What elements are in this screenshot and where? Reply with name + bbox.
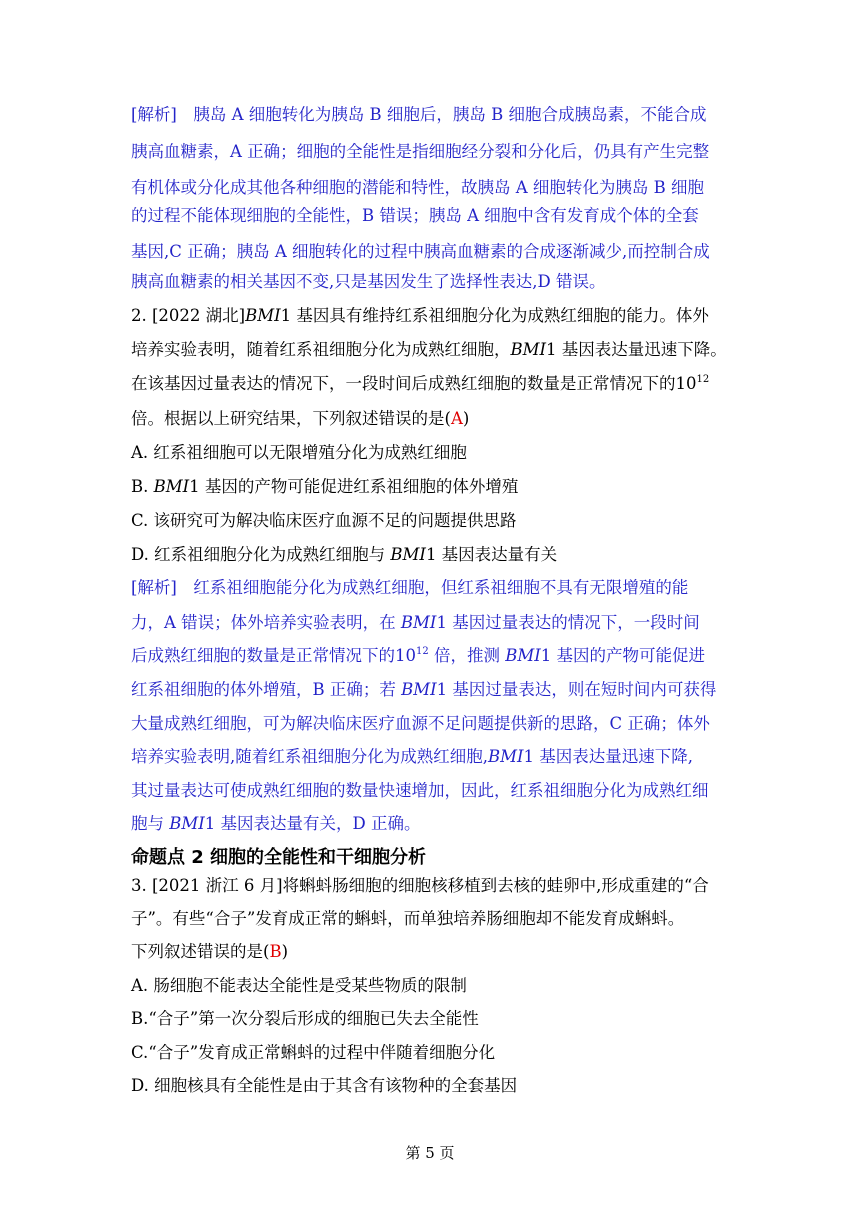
question-2-prefix: 2. [2022 湖北] xyxy=(131,306,246,325)
question-3-option-c: C.“合子”发育成正常蝌蚪的过程中伴随着细胞分化 xyxy=(131,1043,496,1062)
gene-number: 1 xyxy=(436,680,448,699)
analysis-text: 倍，推测 xyxy=(428,646,506,665)
analysis-2-line-6 xyxy=(131,745,731,769)
option-label: B. xyxy=(131,477,154,496)
analysis-text: 基因表达量迅速下降, xyxy=(534,747,694,766)
gene-name: BMI xyxy=(510,340,547,359)
analysis-text: 培养实验表明,随着红系祖细胞分化为成熟红细胞, xyxy=(131,747,488,766)
gene-name: BMI xyxy=(390,545,426,564)
analysis-1-line-3: 有机体或分化成其他各种细胞的潜能和特性，故胰岛 A 细胞转化为胰岛 B 细胞 xyxy=(131,178,705,197)
gene-name: BMI xyxy=(400,613,437,632)
analysis-2-line-2 xyxy=(131,611,731,635)
question-2-text: 倍。根据以上研究结果，下列叙述错误的是( xyxy=(131,409,451,428)
question-2-line-4 xyxy=(131,407,731,431)
question-2-option-b xyxy=(131,475,731,499)
power-base: 10 xyxy=(675,374,697,393)
analysis-2-line-4 xyxy=(131,678,731,702)
power-exponent: 12 xyxy=(416,646,429,657)
analysis-2-line-7: 其过量表达可使成熟红细胞的数量快速增加，因此，红系祖细胞分化为成熟红细 xyxy=(131,781,709,800)
question-2-text: ) xyxy=(462,409,470,428)
gene-number: 1 xyxy=(540,646,552,665)
analysis-1-line-4: 的过程不能体现细胞的全能性，B 错误；胰岛 A 细胞中含有发育成个体的全套 xyxy=(131,206,699,225)
question-3-text: 下列叙述错误的是( xyxy=(131,942,270,961)
analysis-text: 基因过量表达，则在短时间内可获得 xyxy=(447,680,717,699)
gene-number: 1 xyxy=(189,477,200,496)
analysis-2-line-5: 大量成熟红细胞，可为解决临床医疗血源不足问题提供新的思路，C 正确；体外 xyxy=(131,714,710,733)
question-3-line-3 xyxy=(131,940,731,964)
analysis-1-line-1: [解析] 胰岛 A 细胞转化为胰岛 B 细胞后，胰岛 B 细胞合成胰岛素，不能合成 xyxy=(131,105,707,124)
question-3-text: ) xyxy=(281,942,289,961)
analysis-text: 基因过量表达的情况下，一段时间 xyxy=(446,613,700,632)
analysis-1-line-5: 基因,C 正确；胰岛 A 细胞转化的过程中胰高血糖素的合成逐渐减少,而控制合成 xyxy=(131,242,710,261)
option-text: 基因表达量有关 xyxy=(436,545,558,564)
question-2-option-c: C. 该研究可为解决临床医疗血源不足的问题提供思路 xyxy=(131,511,517,530)
question-2-line-1 xyxy=(131,304,731,328)
question-2-text: 基因具有维持红系祖细胞分化为成熟红细胞的能力。体外 xyxy=(291,306,709,325)
gene-number: 1 xyxy=(204,814,216,833)
question-2-line-3 xyxy=(131,372,731,396)
gene-number: 1 xyxy=(523,747,535,766)
question-2-text: 培养实验表明，随着红系祖细胞分化为成熟红细胞， xyxy=(131,340,511,359)
analysis-text: 基因表达量有关，D 正确。 xyxy=(215,814,421,833)
analysis-text: 基因的产物可能促进 xyxy=(551,646,706,665)
question-2-line-2 xyxy=(131,338,731,362)
analysis-2-line-3 xyxy=(131,644,731,668)
analysis-1-line-6: 胰高血糖素的相关基因不变,只是基因发生了选择性表达,D 错误。 xyxy=(131,272,606,291)
gene-name: BMI xyxy=(245,306,281,325)
question-3-option-a: A. 肠细胞不能表达全能性是受某些物质的限制 xyxy=(131,976,467,995)
question-3-option-d: D. 细胞核具有全能性是由于其含有该物种的全套基因 xyxy=(131,1076,518,1095)
analysis-1-line-2: 胰高血糖素，A 正确；细胞的全能性是指细胞经分裂和分化后，仍具有产生完整 xyxy=(131,142,710,161)
question-2-text: 在该基因过量表达的情况下，一段时间后成熟红细胞的数量是正常情况下的 xyxy=(131,374,676,393)
question-3-line-2: 子”。有些“合子”发育成正常的蝌蚪，而单独培养肠细胞却不能发育成蝌蚪。 xyxy=(131,909,685,928)
section-heading: 命题点 2 细胞的全能性和干细胞分析 xyxy=(131,847,427,868)
analysis-2-line-1: [解析] 红系祖细胞能分化为成熟红细胞，但红系祖细胞不具有无限增殖的能 xyxy=(131,578,689,597)
gene-name: BMI xyxy=(401,680,437,699)
option-text: 基因的产物可能促进红系祖细胞的体外增殖 xyxy=(199,477,519,496)
question-3-option-b: B.“合子”第一次分裂后形成的细胞已失去全能性 xyxy=(131,1009,479,1028)
answer-marker: B xyxy=(269,942,282,961)
gene-number: 1 xyxy=(280,306,292,325)
analysis-2-line-8 xyxy=(131,812,731,836)
gene-name: BMI xyxy=(488,747,524,766)
gene-name: BMI xyxy=(169,814,205,833)
gene-number: 1 xyxy=(425,545,437,564)
question-2-option-d xyxy=(131,543,731,567)
gene-number: 1 xyxy=(546,340,557,359)
gene-name: BMI xyxy=(153,477,190,496)
question-2-text: 基因表达量迅速下降。 xyxy=(556,340,727,359)
analysis-text: 力，A 错误；体外培养实验表明，在 xyxy=(131,613,401,632)
answer-marker: A xyxy=(450,409,463,428)
power-base: 10 xyxy=(395,646,416,665)
question-3-line-1: 3. [2021 浙江 6 月]将蝌蚪肠细胞的细胞核移植到去核的蛙卵中,形成重建的“合 xyxy=(131,876,709,895)
gene-name: BMI xyxy=(505,646,541,665)
power-exponent: 12 xyxy=(696,374,710,385)
analysis-text: 后成熟红细胞的数量是正常情况下的 xyxy=(131,646,395,665)
question-2-option-a: A. 红系祖细胞可以无限增殖分化为成熟红细胞 xyxy=(131,443,467,462)
analysis-text: 红系祖细胞的体外增殖，B 正确；若 xyxy=(131,680,402,699)
option-text: D. 红系祖细胞分化为成熟红细胞与 xyxy=(131,545,391,564)
gene-number: 1 xyxy=(436,613,447,632)
analysis-text: 胞与 xyxy=(131,814,170,833)
page-number: 第 5 页 xyxy=(405,1144,455,1162)
